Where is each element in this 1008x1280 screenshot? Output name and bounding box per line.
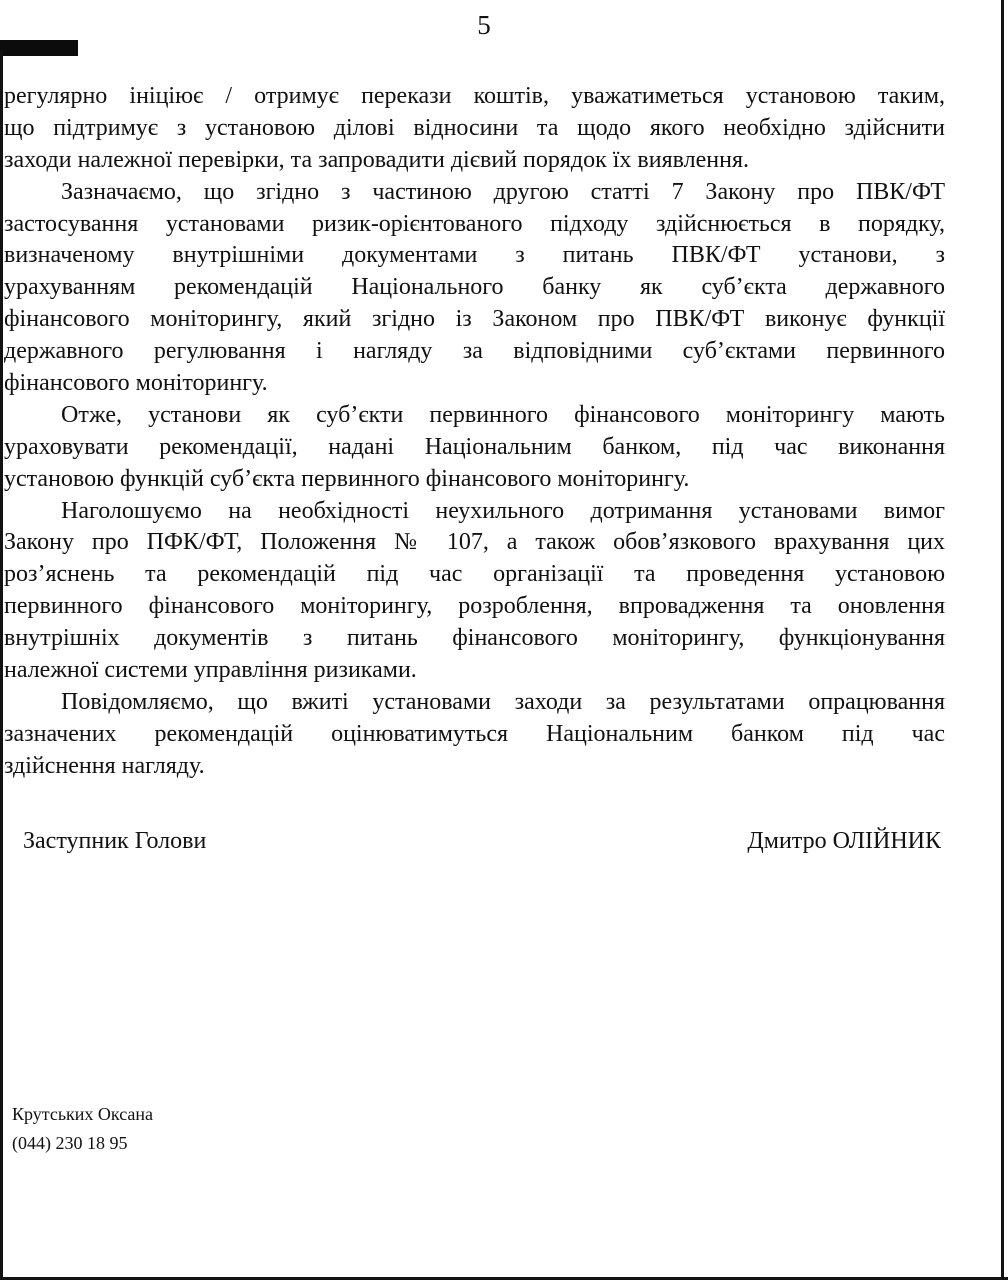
paragraph-1-line-3: заходи належної перевірки, та запровадити дієвий порядок їх виявлення. <box>4 146 750 173</box>
paragraph-3-line-1: Отже, установи як суб’єкти первинного фінансового моніторингу мають <box>61 401 945 428</box>
signature-name: Дмитро ОЛІЙНИК <box>747 828 941 854</box>
paragraph-4-line-6: належної системи управління ризиками. <box>4 657 417 684</box>
document-body <box>4 81 945 783</box>
signature-position-title: Заступник Голови <box>23 828 207 854</box>
footer-contact-name: Крутських Оксана <box>12 1104 154 1124</box>
paragraph-4-line-5: внутрішніх документів з питань фінансового моніторингу, функціонування <box>4 625 945 652</box>
scan-artifact-top-left <box>0 40 78 56</box>
paragraph-2-line-6: державного регулювання і нагляду за відповідними суб’єктами первинного <box>4 338 945 365</box>
paragraph-2-line-4: урахуванням рекомендацій Національного банку як суб’єкта державного <box>4 274 945 301</box>
paragraph-2-line-3: визначеному внутрішніми документами з питань ПВК/ФТ установи, з <box>4 242 945 269</box>
paragraph-5-line-3: здійснення нагляду. <box>4 752 205 779</box>
paragraph-4-line-1: Наголошуємо на необхідності неухильного дотримання установами вимог <box>61 497 945 524</box>
paragraph-4-line-4: первинного фінансового моніторингу, розроблення, впровадження та оновлення <box>4 593 945 620</box>
paragraph-5-line-2: зазначених рекомендацій оцінюватимуться Національним банком під час <box>4 720 945 747</box>
paragraph-2-line-2: застосування установами ризик-орієнтованого підходу здійснюється в порядку, <box>4 210 945 237</box>
paragraph-1-line-2: що підтримує з установою ділові відносини та щодо якого необхідно здійснити <box>4 114 945 141</box>
paragraph-3-line-2: ураховувати рекомендації, надані Національним банком, під час виконання <box>4 433 945 460</box>
signature-block <box>4 828 945 855</box>
scan-border-left <box>0 50 3 1280</box>
paragraph-2-line-7: фінансового моніторингу. <box>4 370 268 397</box>
paragraph-2-line-1: Зазначаємо, що згідно з частиною другою статті 7 Закону про ПВК/ФТ <box>61 178 945 205</box>
paragraph-4-line-3: роз’яснень та рекомендацій під час організації та проведення установою <box>4 561 945 588</box>
paragraph-5-line-1: Повідомляємо, що вжиті установами заходи за результатами опрацювання <box>61 688 945 715</box>
footer-contact-phone: (044) 230 18 95 <box>12 1133 128 1153</box>
paragraph-4-line-2: Закону про ПФК/ФТ, Положення № 107, а також обов’язкового врахування цих <box>4 529 945 556</box>
paragraph-2-line-5: фінансового моніторингу, який згідно із Законом про ПВК/ФТ виконує функції <box>4 306 945 333</box>
paragraph-1-line-1: регулярно ініціює / отримує перекази коштів, уважатиметься установою таким, <box>4 83 945 109</box>
scan-border-right <box>1001 0 1004 1280</box>
paragraph-3-line-3: установою функцій суб’єкта первинного фінансового моніторингу. <box>4 465 690 492</box>
page-number: 5 <box>477 10 491 40</box>
footer-contact-block <box>12 1100 153 1158</box>
